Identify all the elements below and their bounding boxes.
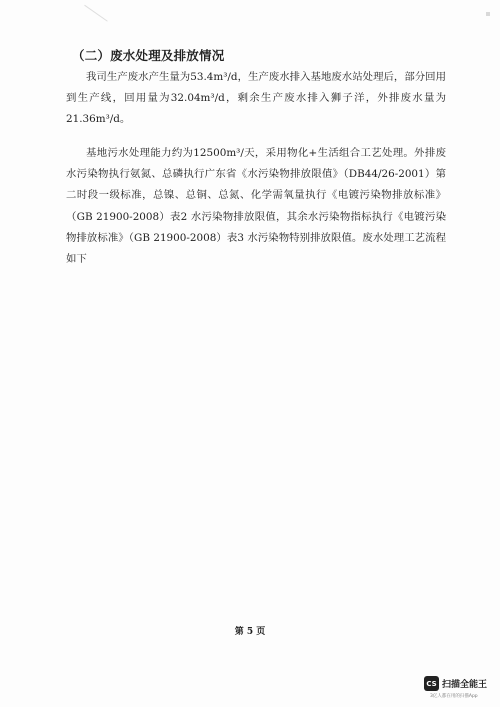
paragraph-treatment-standards: 基地污水处理能力约为12500m³/天，采用物化+生活组合工艺处理。外排废水污染物执行氨氮、总磷执行广东省《水污染物排放限值》（DB44/26-2001）第二时段一级标准，总镍、总铜、总氮、化学需氧量执行《电镀污染物排放标准》（GB 21900-2008）表2 水污染物排放限值，其余水污染物指标执行《电镀污染物排放标准》（GB 21900-2008）表3 水污染物特别排放限值。废水处理工艺流程如下 bbox=[66, 147, 446, 266]
section-heading: （二）废水处理及排放情况 bbox=[72, 48, 225, 63]
paragraph-wastewater-volume: 我司生产废水产生量为53.4m³/d，生产废水排入基地废水站处理后，部分回用到生产线，回用量为32.04m³/d，剩余生产废水排入狮子洋，外排废水量为21.36m³/d。 bbox=[66, 71, 446, 126]
camscanner-logo-icon: CS bbox=[424, 676, 439, 691]
page-number: 第 5 页 bbox=[234, 627, 266, 637]
watermark-subtitle: 3亿人都在用的扫描App bbox=[430, 694, 478, 699]
camscanner-watermark bbox=[424, 676, 487, 691]
scan-artifact bbox=[84, 0, 116, 22]
watermark-title: 扫描全能王 bbox=[442, 680, 488, 690]
scan-speck bbox=[486, 12, 490, 16]
